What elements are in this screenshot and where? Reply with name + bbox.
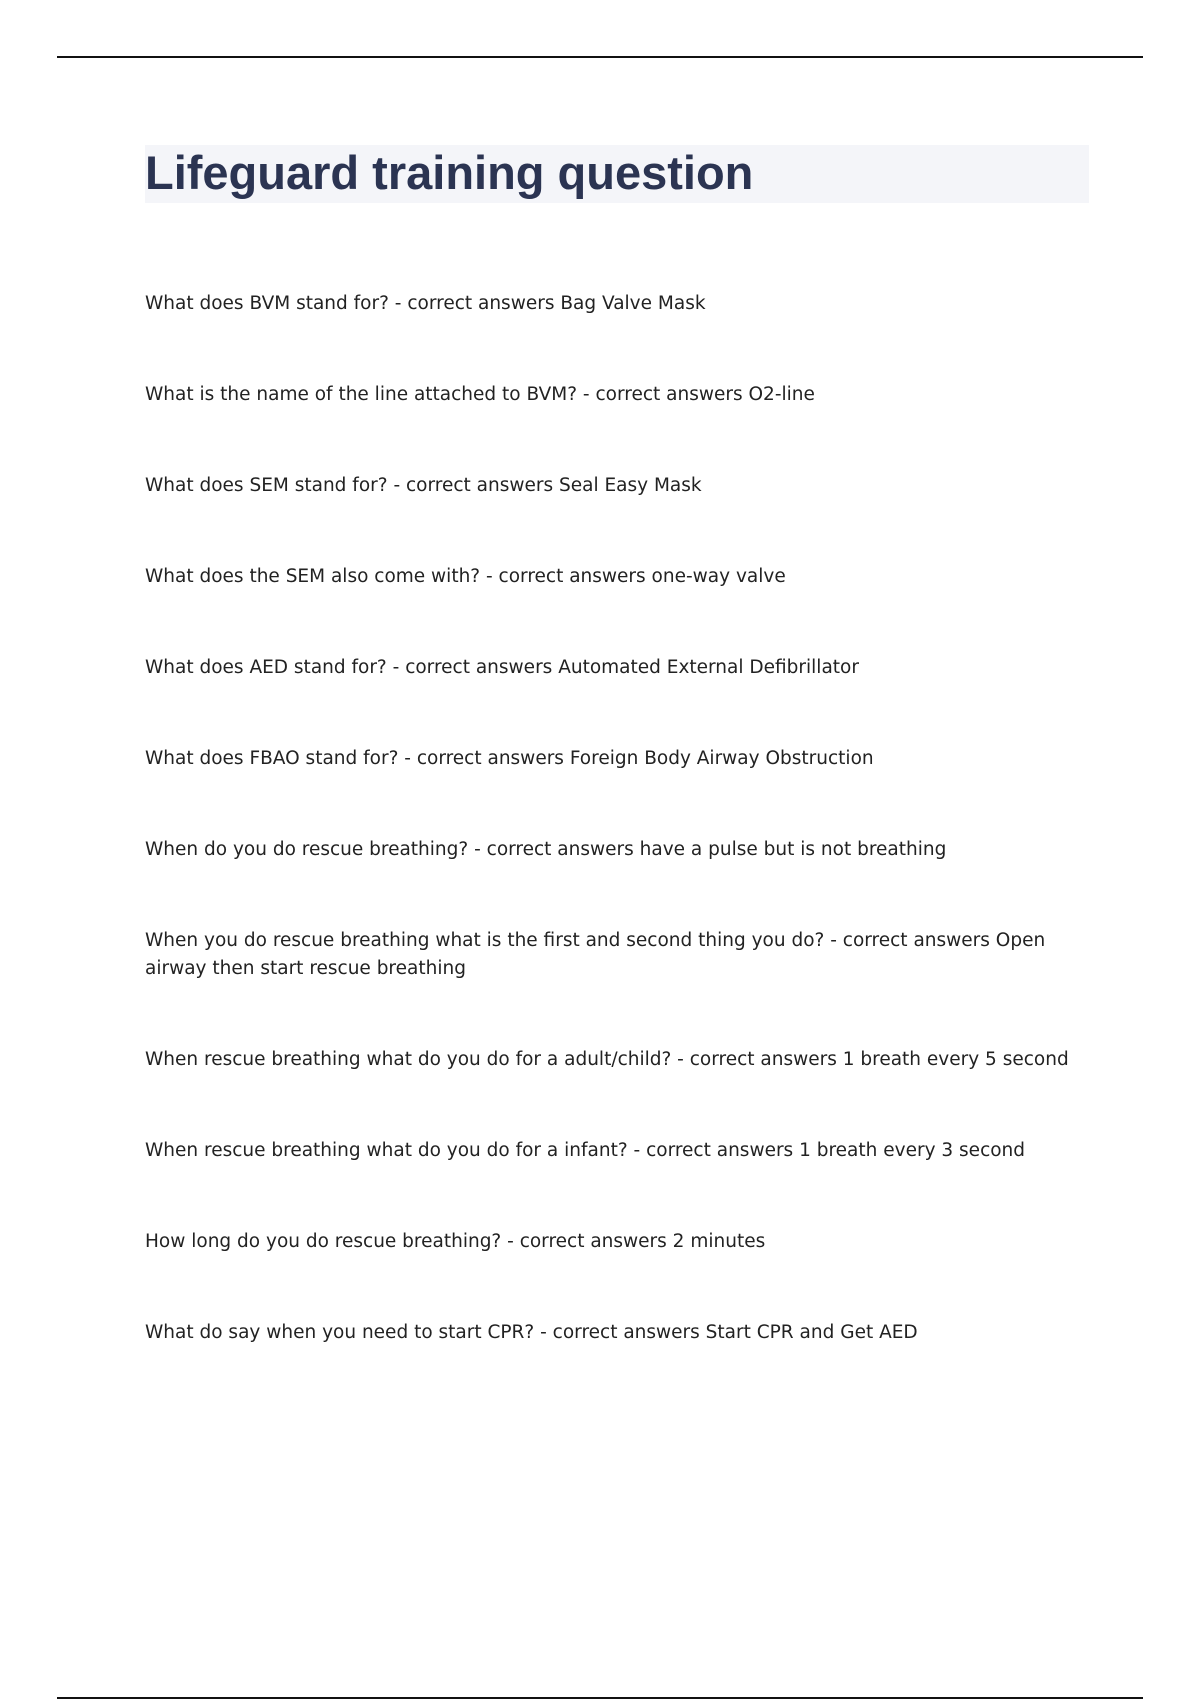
qa-item: What does FBAO stand for? - correct answers Foreign Body Airway Obstruction — [145, 748, 874, 769]
qa-list — [145, 290, 1090, 1410]
bottom-rule — [57, 1697, 1143, 1699]
qa-item: When rescue breathing what do you do for a adult/child? - correct answers 1 breath every 5 second — [145, 1049, 1069, 1070]
qa-item: What is the name of the line attached to BVM? - correct answers O2-line — [145, 384, 815, 405]
qa-item: When do you do rescue breathing? - correct answers have a pulse but is not breathing — [145, 839, 947, 860]
document-title: Lifeguard training question — [145, 146, 754, 199]
top-rule — [57, 56, 1143, 58]
qa-item: When rescue breathing what do you do for a infant? - correct answers 1 breath every 3 second — [145, 1140, 1026, 1161]
qa-item: What does BVM stand for? - correct answers Bag Valve Mask — [145, 293, 706, 314]
qa-item: How long do you do rescue breathing? - correct answers 2 minutes — [145, 1231, 766, 1252]
qa-item: What does SEM stand for? - correct answers Seal Easy Mask — [145, 475, 702, 496]
qa-item: What do say when you need to start CPR? - correct answers Start CPR and Get AED — [145, 1322, 918, 1343]
qa-item: When you do rescue breathing what is the first and second thing you do? - correct answers Open airway then start rescue breathing — [145, 930, 1046, 979]
qa-item: What does AED stand for? - correct answers Automated External Defibrillator — [145, 657, 859, 678]
qa-item: What does the SEM also come with? - correct answers one-way valve — [145, 566, 786, 587]
